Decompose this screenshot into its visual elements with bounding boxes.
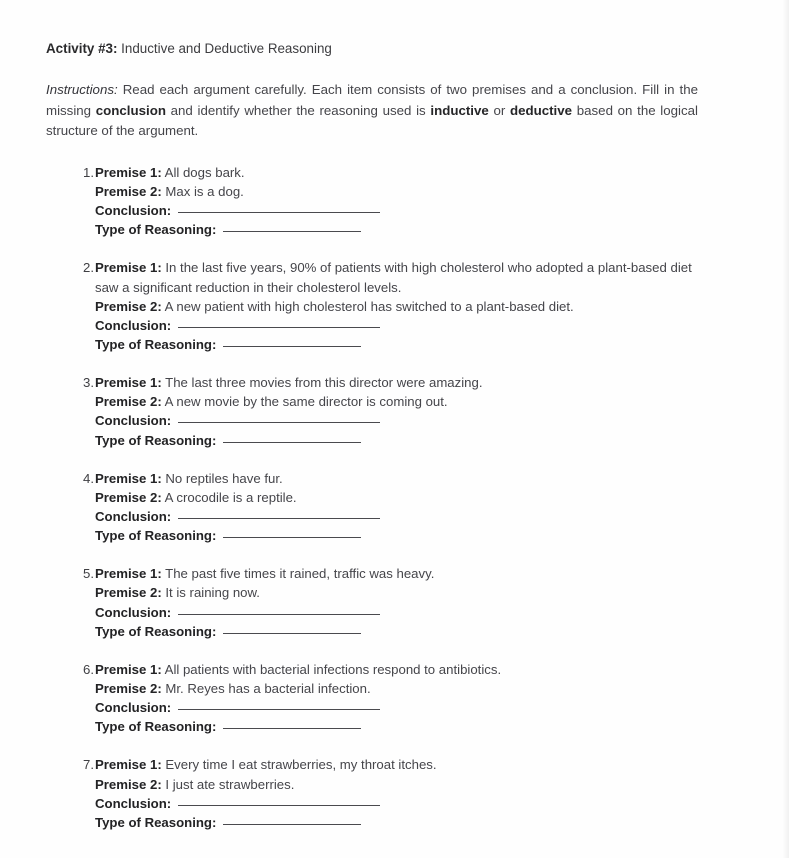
premise-2-label: Premise 2: (95, 298, 162, 314)
page-right-edge-shadow (782, 0, 789, 858)
instructions-text-part-4: based on the logical structure of the argument. (46, 102, 698, 139)
instructions-text-part-2: and identify whether the reasoning used is (165, 102, 431, 118)
conclusion-answer-blank[interactable] (178, 422, 380, 423)
question-item (46, 469, 698, 546)
reasoning-label: Type of Reasoning: (95, 222, 217, 238)
instructions-text-part-1: Read each argument carefully. Each item consists of two premises and a conclusion. Fill in the missing (46, 82, 698, 118)
conclusion-label: Conclusion: (95, 795, 172, 811)
premise-1-line (95, 660, 698, 679)
premise-2-label: Premise 2: (95, 394, 162, 410)
premise-2-line (95, 583, 698, 602)
question-number: 4. (83, 470, 94, 486)
reasoning-label: Type of Reasoning: (95, 814, 217, 830)
premise-2-line (95, 679, 698, 698)
premise-2-text: A new patient with high cholesterol has switched to a plant-based diet. (161, 298, 574, 314)
premise-2-line (95, 392, 698, 411)
reasoning-answer-blank[interactable] (223, 633, 361, 634)
conclusion-answer-blank[interactable] (178, 709, 380, 710)
premise-1-text: Every time I eat strawberries, my throat itches. (161, 757, 437, 773)
conclusion-label: Conclusion: (95, 317, 172, 333)
reasoning-row (95, 622, 698, 641)
conclusion-label: Conclusion: (95, 413, 172, 429)
premise-1-label: Premise 1: (95, 260, 162, 276)
premise-1-label: Premise 1: (95, 566, 162, 582)
reasoning-label: Type of Reasoning: (95, 432, 217, 448)
reasoning-answer-blank[interactable] (223, 231, 361, 232)
reasoning-answer-blank[interactable] (223, 728, 361, 729)
conclusion-label: Conclusion: (95, 509, 172, 525)
premise-2-label: Premise 2: (95, 489, 162, 505)
premise-1-text: In the last five years, 90% of patients with high cholesterol who adopted a plant-based diet saw a significant reduction in their cholesterol levels. (95, 260, 692, 295)
conclusion-answer-blank[interactable] (178, 212, 380, 213)
reasoning-row (95, 220, 698, 239)
reasoning-row (95, 717, 698, 736)
question-list (46, 142, 698, 832)
premise-1-text: The last three movies from this director were amazing. (161, 375, 483, 391)
premise-2-line (95, 488, 698, 507)
premise-1-line (95, 469, 698, 488)
premise-2-label: Premise 2: (95, 184, 162, 200)
question-item (46, 755, 698, 832)
premise-2-text: It is raining now. (161, 585, 260, 601)
premise-1-line (95, 755, 698, 774)
reasoning-row (95, 526, 698, 545)
premise-1-text: All dogs bark. (161, 164, 245, 180)
activity-title (46, 0, 698, 58)
premise-1-label: Premise 1: (95, 164, 162, 180)
conclusion-answer-blank[interactable] (178, 518, 380, 519)
question-number: 1. (83, 164, 94, 180)
instructions-text-part-3: or (488, 102, 510, 118)
premise-1-line (95, 373, 698, 392)
instructions-bold-deductive: deductive (509, 102, 573, 118)
worksheet-content (46, 0, 698, 832)
premise-2-line (95, 775, 698, 794)
premise-2-label: Premise 2: (95, 681, 162, 697)
reasoning-answer-blank[interactable] (223, 537, 361, 538)
premise-2-label: Premise 2: (95, 776, 162, 792)
instructions-bold-inductive: inductive (430, 102, 489, 118)
reasoning-label: Type of Reasoning: (95, 623, 217, 639)
reasoning-row (95, 335, 698, 354)
question-item (46, 564, 698, 641)
reasoning-row (95, 813, 698, 832)
question-number: 3. (83, 375, 94, 391)
reasoning-row (95, 431, 698, 450)
conclusion-answer-blank[interactable] (178, 327, 380, 328)
conclusion-answer-blank[interactable] (178, 614, 380, 615)
premise-1-line (95, 258, 698, 296)
question-item (46, 163, 698, 240)
activity-title-label: Activity #3: (46, 41, 118, 56)
question-number: 2. (83, 260, 94, 276)
premise-2-text: I just ate strawberries. (161, 776, 295, 792)
instructions-bold-conclusion: conclusion (95, 102, 166, 118)
premise-1-line (95, 564, 698, 583)
premise-2-label: Premise 2: (95, 585, 162, 601)
premise-1-text: The past five times it rained, traffic was heavy. (161, 566, 435, 582)
conclusion-row (95, 794, 698, 813)
conclusion-answer-blank[interactable] (178, 805, 380, 806)
conclusion-row (95, 316, 698, 335)
conclusion-label: Conclusion: (95, 203, 172, 219)
reasoning-label: Type of Reasoning: (95, 528, 217, 544)
reasoning-label: Type of Reasoning: (95, 719, 217, 735)
premise-2-text: Mr. Reyes has a bacterial infection. (161, 681, 371, 697)
premise-1-label: Premise 1: (95, 375, 162, 391)
reasoning-answer-blank[interactable] (223, 442, 361, 443)
premise-2-text: A crocodile is a reptile. (161, 489, 297, 505)
premise-2-line (95, 297, 698, 316)
premise-1-label: Premise 1: (95, 470, 162, 486)
reasoning-answer-blank[interactable] (223, 346, 361, 347)
activity-title-text: Inductive and Deductive Reasoning (117, 41, 332, 56)
premise-1-label: Premise 1: (95, 757, 162, 773)
reasoning-answer-blank[interactable] (223, 824, 361, 825)
premise-2-text: A new movie by the same director is coming out. (161, 394, 448, 410)
instructions-paragraph (46, 58, 698, 142)
conclusion-label: Conclusion: (95, 700, 172, 716)
question-number: 5. (83, 566, 94, 582)
question-item (46, 373, 698, 450)
instructions-lead-label: Instructions: (46, 82, 118, 98)
conclusion-label: Conclusion: (95, 604, 172, 620)
conclusion-row (95, 603, 698, 622)
conclusion-row (95, 507, 698, 526)
conclusion-row (95, 411, 698, 430)
premise-2-text: Max is a dog. (161, 184, 244, 200)
question-number: 6. (83, 661, 94, 677)
question-item (46, 660, 698, 737)
question-item (46, 258, 698, 354)
question-number: 7. (83, 757, 94, 773)
conclusion-row (95, 201, 698, 220)
conclusion-row (95, 698, 698, 717)
premise-1-label: Premise 1: (95, 661, 162, 677)
reasoning-label: Type of Reasoning: (95, 337, 217, 353)
premise-2-line (95, 182, 698, 201)
premise-1-text: All patients with bacterial infections respond to antibiotics. (161, 661, 502, 677)
premise-1-line (95, 163, 698, 182)
premise-1-text: No reptiles have fur. (161, 470, 283, 486)
